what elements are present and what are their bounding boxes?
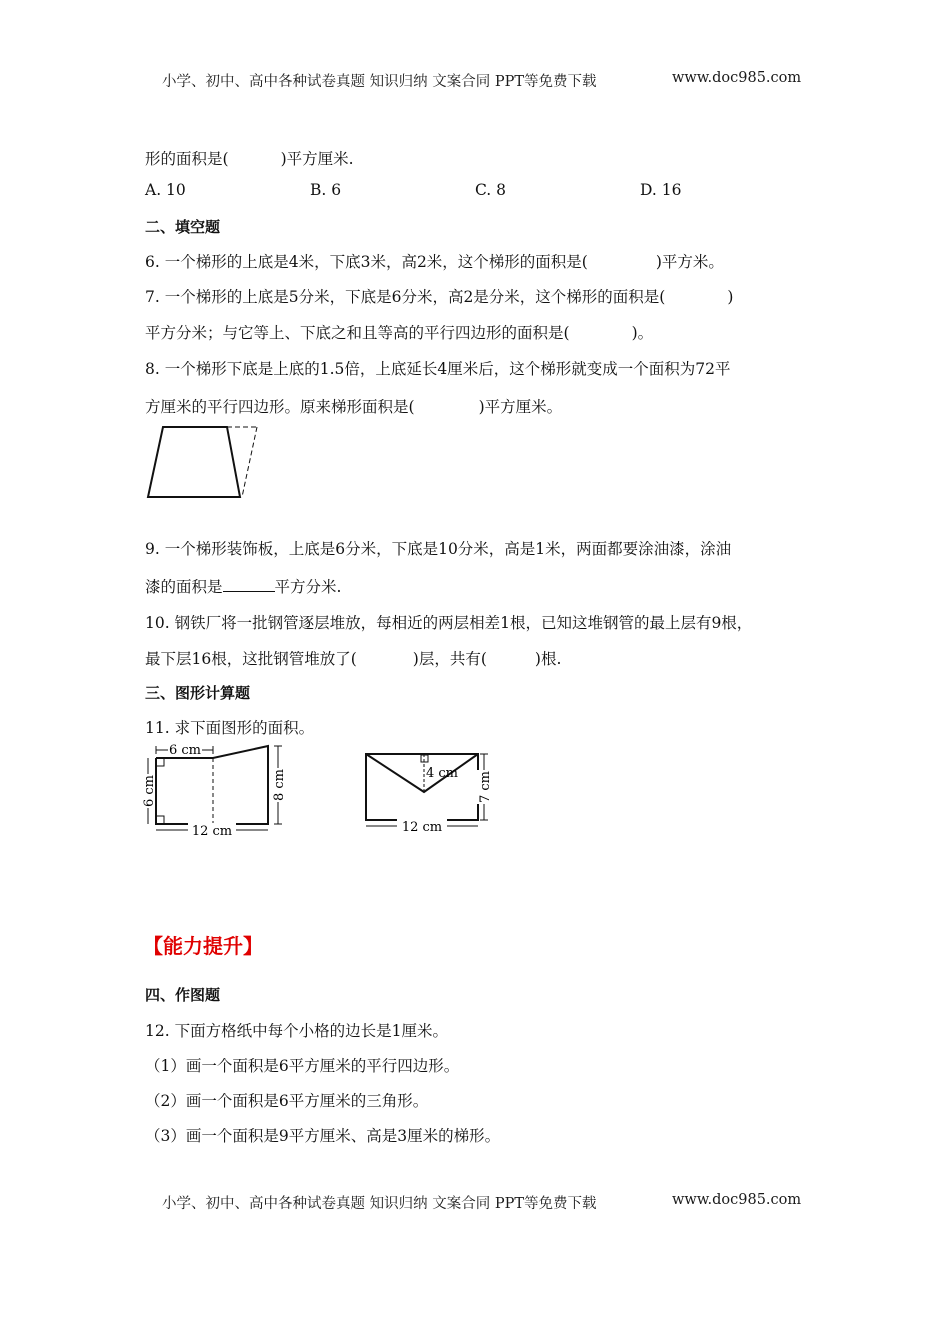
q5-option-a: A. 10	[145, 181, 186, 199]
section4-title: 四、作图题	[145, 986, 221, 1004]
label-right-7cm: 7 cm	[478, 770, 493, 804]
ability-banner: 【能力提升】	[143, 934, 263, 958]
q6-text-b: )平方米。	[655, 253, 724, 271]
right-angle-mark-top	[156, 758, 164, 766]
q9-blank-line	[223, 577, 275, 592]
q7-line2	[145, 321, 653, 343]
q9-line2	[145, 575, 341, 597]
q8-line1: 8. 一个梯形下底是上底的1.5倍，上底延长4厘米后，这个梯形就变成一个面积为72平	[145, 360, 731, 378]
q5-text-b: )平方厘米.	[280, 150, 354, 168]
q6-text	[145, 250, 724, 272]
q6-text-a: 6. 一个梯形的上底是4米，下底3米，高2米，这个梯形的面积是(	[145, 253, 588, 271]
q11-figure-2	[360, 746, 500, 838]
label-left-6cm: 6 cm	[142, 774, 157, 808]
q11-text: 11. 求下面图形的面积。	[145, 719, 315, 737]
right-angle-mark-bottom	[156, 816, 164, 824]
q7-line2-a: 平方分米；与它等上、下底之和且等高的平行四边形的面积是(	[145, 324, 570, 342]
q5-text-a: 形的面积是(	[145, 150, 229, 168]
q5-option-b: B. 6	[310, 181, 342, 199]
dashed-extension-side	[242, 427, 257, 497]
q8-line2-a: 方厘米的平行四边形。原来梯形面积是(	[145, 398, 415, 416]
q7-line2-b: )。	[631, 324, 654, 342]
q12-item-3: （3）画一个面积是9平方厘米、高是3厘米的梯形。	[145, 1127, 501, 1145]
footer-left-text: 小学、初中、高中各种试卷真题 知识归纳 文案合同 PPT等免费下载	[162, 1196, 597, 1212]
q8-trapezoid-figure	[140, 420, 270, 505]
label-bottom-12cm: 12 cm	[401, 820, 443, 835]
label-top-6cm: 6 cm	[168, 743, 202, 758]
q7-line1-a: 7. 一个梯形的上底是5分米，下底是6分米，高2是分米，这个梯形的面积是(	[145, 288, 666, 306]
q7-line1-b: )	[727, 288, 734, 306]
q12-text: 12. 下面方格纸中每个小格的边长是1厘米。	[145, 1022, 448, 1040]
q11-figure-1	[140, 738, 290, 838]
q10-line2-a: 最下层16根，这批钢管堆放了(	[145, 650, 357, 668]
header-left-text: 小学、初中、高中各种试卷真题 知识归纳 文案合同 PPT等免费下载	[162, 74, 597, 90]
footer-url: www.doc985.com	[672, 1192, 802, 1208]
q9-line2-b: 平方分米.	[274, 578, 342, 596]
q5-option-c: C. 8	[475, 181, 507, 199]
q10-line2	[145, 647, 561, 669]
q9-line1: 9. 一个梯形装饰板，上底是6分米，下底是10分米，高是1米，两面都要涂油漆，涂油	[145, 540, 732, 558]
q12-item-2: （2）画一个面积是6平方厘米的三角形。	[145, 1092, 429, 1110]
q12-item-1: （1）画一个面积是6平方厘米的平行四边形。	[145, 1057, 460, 1075]
label-inner-4cm: 4 cm	[425, 766, 459, 781]
q9-line2-a: 漆的面积是	[145, 578, 223, 596]
trapezoid-shape	[148, 427, 240, 497]
q10-line1: 10. 钢铁厂将一批钢管逐层堆放，每相近的两层相差1根，已知这堆钢管的最上层有9根，	[145, 614, 753, 632]
q8-line2	[145, 395, 562, 417]
section3-title: 三、图形计算题	[145, 684, 251, 702]
header-url: www.doc985.com	[672, 70, 802, 86]
section2-title: 二、填空题	[145, 218, 221, 236]
triangle-cutout	[366, 754, 478, 792]
label-bottom-12cm: 12 cm	[191, 824, 233, 838]
q5-text	[145, 147, 354, 169]
label-right-8cm: 8 cm	[272, 768, 287, 802]
q10-line2-c: )根.	[534, 650, 562, 668]
q8-line2-b: )平方厘米。	[478, 398, 563, 416]
q7-line1	[145, 285, 733, 307]
q5-option-d: D. 16	[640, 181, 682, 199]
q10-line2-b: )层，共有(	[412, 650, 487, 668]
